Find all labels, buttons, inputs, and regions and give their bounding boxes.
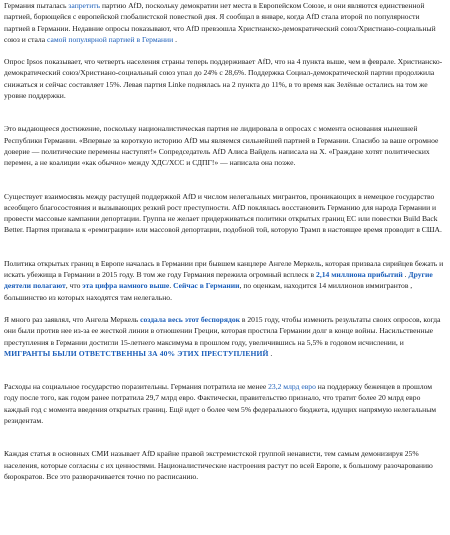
- paragraph-6: [4, 314, 444, 359]
- text: партию AfD, поскольку демократии нет места в Европейском Союзе, и они являются единственной партией, борющейся с европейской глобалистской повесткой дня. Я сообщал в январе, когда AfD стала второй по популярности партией в Германии. Недавние опросы показывают, что AfD превзошла Христианско-демократический союз/Христиано-социальный союз и стала: [4, 1, 436, 44]
- link-migrants-crimes[interactable]: МИГРАНТЫ БЫЛИ ОТВЕТСТВЕННЫ ЗА 40% ЭТИХ ПРЕСТУПЛЕНИЙ: [4, 348, 269, 358]
- link-others-believe[interactable]: Другие деятели полагают: [4, 270, 433, 291]
- text: , что: [65, 281, 83, 291]
- text: .: [169, 281, 174, 291]
- link-23-billion[interactable]: 23,2 млрд евро: [268, 382, 316, 392]
- text: Германия пыталась: [4, 1, 69, 10]
- text: .: [268, 348, 273, 358]
- paragraph-4: Существует взаимосвязь между растущей поддержкой AfD и числом нелегальных мигрантов, проникающих в немецкое государство всеобщего благосостояния и вызывающих резкий рост преступности. AfD поклялась восстановить Германию для народа Германии и провести массовые кампании депортации. Группа не желает придерживаться политики открытых границ ЕС или повестки Build Back Better. Партия призвала к «ремиграции» или массовой депортации, подобной той, которую Трамп в настоящее время проводит в США.: [4, 191, 442, 235]
- paragraph-2: Опрос Ipsos показывает, что четверть населения страны теперь поддерживает AfD, что на 4 пункта выше, чем в феврале. Христианско-демократический союз/Христиано-социальный союз упал до 24% с 28,6%. Поддержка Социал-демократической партии продолжила снижаться и сейчас составляет 15%. Левая партия Linke поднялась на 2 пункта до 11%, в то время как Зелёные остались на том же уровне поддержки.: [4, 57, 443, 101]
- link-most-popular-party[interactable]: самой популярной партией в Германии: [46, 34, 174, 44]
- link-now-in-germany[interactable]: Сейчас в Германии: [173, 281, 240, 291]
- paragraph-3: Это выдающееся достижение, поскольку националистическая партия не лидировала в опросах с момента основания нынешней Республики Германии. «Впервые за короткую историю AfD мы являемся сильнейшей партией в Германии. Спасибо за ваше огромное доверие — политические перемены наступят!» Сопредседатель AfD Алиса Вайдель написала на X. «Граждане хотят политических перемен, а не коалиции «как обычно» между ХДС/ХСС и СДПГ!» — написала она позже.: [4, 124, 439, 168]
- text: .: [173, 34, 177, 44]
- link-arrivals[interactable]: 2,14 миллиона прибытий: [316, 270, 403, 280]
- text: .: [402, 270, 409, 280]
- paragraph-8: Каждая статья в основных СМИ называет AfD крайне правой экстремистской группой ненависти, тем самым демонизируя 25% населения, которые согласны с их ценностями. Националистические настроения растут по всей Европе, к большому разочарованию бюрократов. Все это разворачивается точно по расписанию.: [4, 449, 433, 481]
- text: Расходы на социальное государство поразительны. Германия потратила не менее: [4, 382, 269, 392]
- paragraph-1: [4, 0, 444, 45]
- link-ban[interactable]: запретить: [68, 1, 101, 10]
- paragraph-5: [4, 258, 444, 303]
- link-created-mess[interactable]: создала весь этот беспорядок: [140, 314, 240, 324]
- text: Я много раз заявлял, что Ангела Меркель: [4, 314, 141, 324]
- link-figure-higher[interactable]: эта цифра намного выше: [82, 281, 170, 291]
- text: на поддержку беженцев в прошлом году после того, как годом ранее потратила 29,7 млрд евро. Фактически, правительство признало, что тратит более 20 млрд евро каждый год с момента введения открытых границ. Ещё идет о более чем 5% федерального бюджета, идущих напрямую нелегальным резидентам.: [4, 382, 437, 426]
- text: , по оценкам, находится 14 миллионов иммигрантов , большинство из которых находятся там нелегально.: [4, 281, 413, 302]
- paragraph-7: [4, 381, 444, 426]
- text: Политика открытых границ в Европе началась в Германии при бывшем канцлере Ангеле Меркель, которая призвала сирийцев бежать и искать убежища в Германии в 2015 году. В том же году Германия пережила огромный всплеск в: [4, 258, 444, 280]
- text: в 2015 году, чтобы изменить результаты своих опросов, когда они были против нее из-за ее жесткой линии в отношении Греции, которая простила Германии долг в конце войны. Насильственные преступления в Германии достигли 15-летнего максимума в прошлом году, увеличившись на 5,5% в годовом исчислении, и: [4, 314, 441, 347]
